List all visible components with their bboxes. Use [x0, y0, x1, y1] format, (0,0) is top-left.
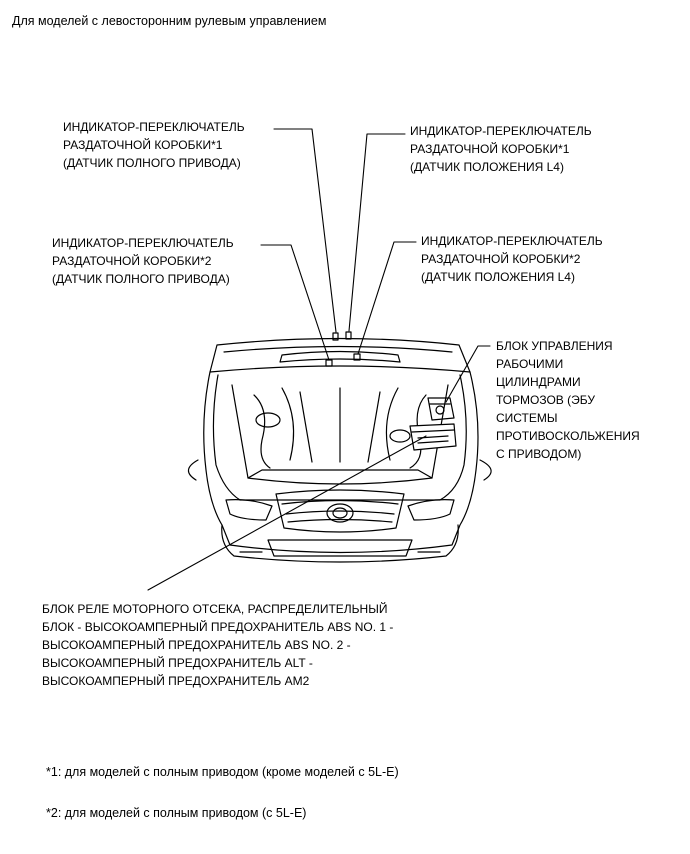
brake-actuator	[428, 398, 454, 420]
callout-tf-l4-switch-2: ИНДИКАТОР-ПЕРЕКЛЮЧАТЕЛЬ РАЗДАТОЧНОЙ КОРОБКИ*2 (ДАТЧИК ПОЛОЖЕНИЯ L4)	[421, 234, 603, 284]
leader-brake-ecu	[446, 346, 490, 402]
engine-relay-block	[410, 424, 456, 450]
callout-tf-4wd-switch-2: ИНДИКАТОР-ПЕРЕКЛЮЧАТЕЛЬ РАЗДАТОЧНОЙ КОРОБКИ*2 (ДАТЧИК ПОЛНОГО ПРИВОДА)	[52, 236, 234, 286]
leader-tf-4wd-2	[261, 245, 329, 360]
car-body	[188, 372, 491, 562]
leader-tf-l4-2	[358, 242, 416, 354]
leader-tf-l4-1	[349, 134, 405, 331]
callout-brake-ecu: БЛОК УПРАВЛЕНИЯ РАБОЧИМИ ЦИЛИНДРАМИ ТОРМОЗОВ (ЭБУ СИСТЕМЫ ПРОТИВОСКОЛЬЖЕНИЯ С ПРИВОДОМ)	[496, 339, 640, 461]
callout-tf-4wd-switch-1: ИНДИКАТОР-ПЕРЕКЛЮЧАТЕЛЬ РАЗДАТОЧНОЙ КОРОБКИ*1 (ДАТЧИК ПОЛНОГО ПРИВОДА)	[63, 120, 245, 170]
footnote-1: *1: для моделей с полным приводом (кроме моделей с 5L-E)	[46, 765, 399, 779]
tf-4wd-switch-2-marker	[326, 360, 332, 366]
callout-relay-block: БЛОК РЕЛЕ МОТОРНОГО ОТСЕКА, РАСПРЕДЕЛИТЕЛЬНЫЙ БЛОК - ВЫСОКОАМПЕРНЫЙ ПРЕДОХРАНИТЕЛЬ ABS NO. 1 - ВЫСОКОАМПЕРНЫЙ ПРЕДОХРАНИТЕЛЬ ABS NO. 2 - ВЫСОКОАМПЕРНЫЙ ПРЕДОХРАНИТЕЛЬ ALT - ВЫСОКОАМПЕРНЫЙ ПРЕДОХРАНИТЕЛЬ AM2	[42, 602, 394, 688]
footnote-2: *2: для моделей с полным приводом (с 5L-E)	[46, 806, 307, 820]
transfer-switch-markers	[326, 332, 360, 366]
leader-tf-4wd-1	[274, 129, 336, 332]
diagram-title: Для моделей с левосторонним рулевым управлением	[12, 14, 327, 28]
open-hood	[210, 339, 470, 373]
callout-tf-l4-switch-1: ИНДИКАТОР-ПЕРЕКЛЮЧАТЕЛЬ РАЗДАТОЧНОЙ КОРОБКИ*1 (ДАТЧИК ПОЛОЖЕНИЯ L4)	[410, 124, 592, 174]
